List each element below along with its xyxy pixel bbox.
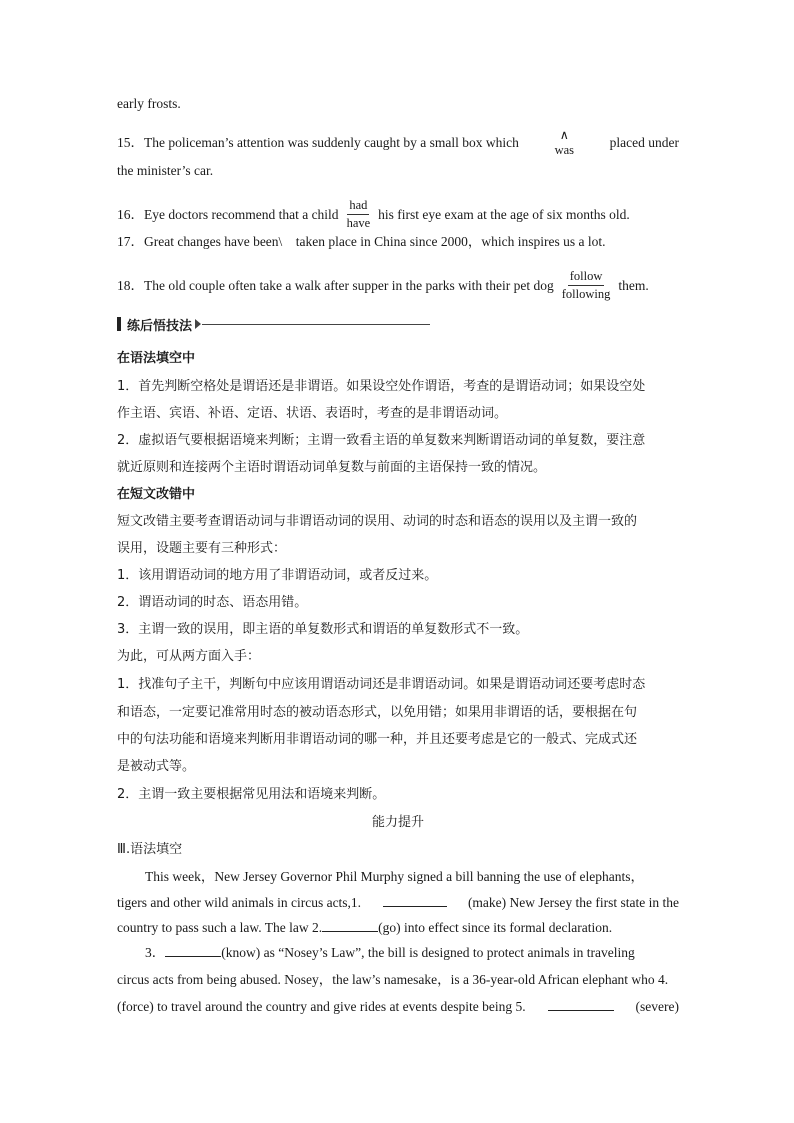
q15-text-a: 15．The policeman’s attention was suddenly caught by a small box which bbox=[117, 135, 519, 150]
passage-line-6 bbox=[117, 998, 679, 1016]
q18-text-a: 18．The old couple often take a walk after supper in the parks with their pet dog bbox=[117, 277, 554, 293]
section-title-tips bbox=[117, 315, 430, 333]
passage-line-3-text-a: country to pass such a law. The law 2. bbox=[117, 920, 323, 935]
passage-line-2-text-b: (make) New Jersey the first state in the bbox=[467, 895, 679, 910]
q16-text-b: his first eye exam at the age of six months old. bbox=[378, 206, 630, 222]
tips-p8-line-4: 是被动式等。 bbox=[117, 759, 196, 774]
section-rule bbox=[202, 324, 430, 325]
tips-p1-line-2: 作主语、宾语、补语、定语、状语、表语时，考查的是非谓语动词。 bbox=[117, 406, 508, 421]
q18-correction bbox=[560, 269, 613, 302]
q16-text-a: 16．Eye doctors recommend that a child bbox=[117, 206, 339, 222]
q18-wrong-word: following bbox=[561, 287, 611, 301]
tips-heading-1: 在语法填空中 bbox=[117, 351, 196, 366]
tips-p8-line-3: 中的句法功能和语境来判断用非谓语动词的哪一种，并且还要考虑是它的一般式、完成式还 bbox=[117, 732, 638, 747]
section-label-grammar-fill: Ⅲ.语法填空 bbox=[117, 842, 183, 857]
blank-2[interactable] bbox=[322, 919, 378, 932]
passage-line-6-text-b: (severe) bbox=[635, 999, 679, 1014]
section-title-text: 练后悟技法 bbox=[127, 318, 193, 334]
question-17: 17．Great changes have been\ taken place in China since 2000，which inspires us a lot. bbox=[117, 234, 606, 249]
caret-mark: ∧ bbox=[559, 128, 569, 142]
tips-p6: 3．主谓一致的误用，即主语的单复数形式和谓语的单复数形式不一致。 bbox=[117, 622, 529, 637]
question-18 bbox=[117, 269, 679, 302]
tips-p9: 2．主谓一致主要根据常见用法和语境来判断。 bbox=[117, 787, 386, 802]
triangle-arrow-icon bbox=[195, 319, 201, 329]
q16-correct-word: had bbox=[347, 198, 369, 215]
text-line-early-frosts: early frosts. bbox=[117, 96, 181, 111]
question-16 bbox=[117, 198, 679, 231]
passage-line-2 bbox=[117, 894, 679, 912]
passage-line-4-text: (know) as “Nosey’s Law”, the bill is designed to protect animals in traveling bbox=[221, 945, 635, 960]
q15-insertion bbox=[555, 128, 574, 158]
q15-text-b: placed under bbox=[609, 135, 679, 150]
passage-line-4 bbox=[145, 944, 679, 962]
passage-line-3 bbox=[117, 919, 679, 937]
passage-line-5: circus acts from being abused. Nosey，the law’s namesake，is a 36-year-old African elephant who 4. bbox=[117, 972, 669, 987]
tips-p2-line-1: 2．虚拟语气要根据语境来判断；主谓一致看主语的单复数来判断谓语动词的单复数，要注意 bbox=[117, 433, 646, 448]
question-15-line-2: the minister’s car. bbox=[117, 163, 214, 178]
ability-heading: 能力提升 bbox=[371, 815, 424, 830]
question-15-line-1 bbox=[117, 128, 679, 158]
blank-3[interactable] bbox=[165, 944, 221, 957]
tips-p3-line-2: 误用，设题主要有三种形式： bbox=[117, 541, 287, 556]
q16-correction bbox=[345, 198, 373, 231]
tips-heading-2: 在短文改错中 bbox=[117, 487, 196, 502]
blank-1[interactable] bbox=[383, 894, 447, 907]
tips-p8-line-2: 和语态，一定要记准常用时态的被动语态形式，以免用错；如果用非谓语的话，要根据在句 bbox=[117, 705, 638, 720]
tips-p7: 为此，可从两方面入手： bbox=[117, 649, 261, 664]
q18-text-b: them. bbox=[618, 277, 649, 293]
q16-wrong-word: have bbox=[346, 216, 371, 230]
passage-line-4-number: 3． bbox=[145, 945, 166, 960]
passage-line-2-text-a: tigers and other wild animals in circus acts,1. bbox=[117, 895, 362, 910]
q18-correct-word: follow bbox=[568, 269, 605, 286]
passage-line-6-text-a: (force) to travel around the country and give rides at events despite being 5. bbox=[117, 999, 526, 1014]
tips-p5: 2．谓语动词的时态、语态用错。 bbox=[117, 595, 308, 610]
tips-p8-line-1: 1．找准句子主干，判断句中应该用谓语动词还是非谓语动词。如果是谓语动词还要考虑时态 bbox=[117, 677, 646, 692]
tips-p1-line-1: 1．首先判断空格处是谓语还是非谓语。如果设空处作谓语，考查的是谓语动词；如果设空处 bbox=[117, 379, 646, 394]
q15-inserted-word: was bbox=[554, 143, 575, 157]
tips-p2-line-2: 就近原则和连接两个主语时谓语动词单复数与前面的主语保持一致的情况。 bbox=[117, 460, 547, 475]
tips-p3-line-1: 短文改错主要考查谓语动词与非谓语动词的误用、动词的时态和语态的误用以及主谓一致的 bbox=[117, 514, 638, 529]
title-bar-icon bbox=[117, 317, 121, 331]
blank-5[interactable] bbox=[548, 998, 614, 1011]
passage-line-1: This week，New Jersey Governor Phil Murphy signed a bill banning the use of elephants， bbox=[145, 869, 645, 884]
tips-p4: 1．该用谓语动词的地方用了非谓语动词，或者反过来。 bbox=[117, 568, 438, 583]
passage-line-3-text-b: (go) into effect since its formal declaration. bbox=[378, 920, 613, 935]
